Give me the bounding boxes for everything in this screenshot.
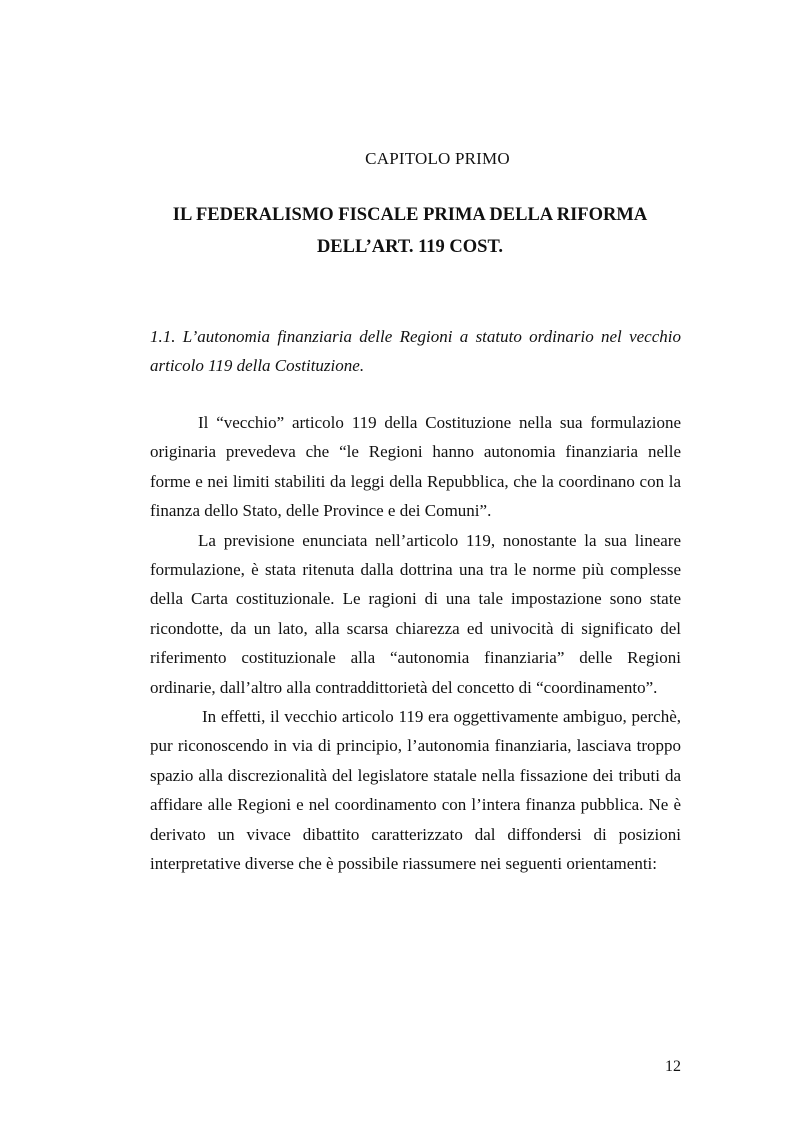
paragraph-3: In effetti, il vecchio articolo 119 era oggettivamente ambiguo, perchè, pur riconoscendo in via di principio, l’autonomia finanziaria, lasciava troppo spazio alla discrezionalità del legislatore statale nella fissazione dei tributi da affidare alle Regioni e nel coordinamento con l’intera finanza pubblica. Ne è derivato un vivace dibattito caratterizzato dal diffondersi di posizioni interpretative diverse che è possibile riassumere nei seguenti orientamenti: bbox=[150, 707, 681, 874]
chapter-title bbox=[130, 199, 690, 263]
page-number: 12 bbox=[665, 1058, 681, 1075]
paragraph-1: Il “vecchio” articolo 119 della Costituzione nella sua formulazione originaria prevedeva che “le Regioni hanno autonomia finanziaria nelle forme e nei limiti stabiliti da leggi della Repubblica, che la coordinano con la finanza dello Stato, delle Province e dei Comuni”. bbox=[150, 413, 681, 521]
chapter-label: CAPITOLO PRIMO bbox=[365, 149, 510, 168]
section-heading: 1.1. L’autonomia finanziaria delle Regioni a statuto ordinario nel vecchio articolo 119 della Costituzione. bbox=[150, 327, 681, 375]
chapter-title-line-2: DELL’ART. 119 COST. bbox=[316, 237, 504, 257]
body-text bbox=[150, 408, 681, 879]
paragraph-2: La previsione enunciata nell’articolo 119, nonostante la sua lineare formulazione, è stata ritenuta dalla dottrina una tra le norme più complesse della Carta costituzionale. Le ragioni di una tale impostazione sono state ricondotte, da un lato, alla scarsa chiarezza ed univocità di significato del riferimento costituzionale alla “autonomia finanziaria” delle Regioni ordinarie, dall’altro alla contraddittorietà del concetto di “coordinamento”. bbox=[150, 530, 681, 697]
chapter-title-line-1: IL FEDERALISMO FISCALE PRIMA DELLA RIFORMA bbox=[172, 205, 648, 225]
